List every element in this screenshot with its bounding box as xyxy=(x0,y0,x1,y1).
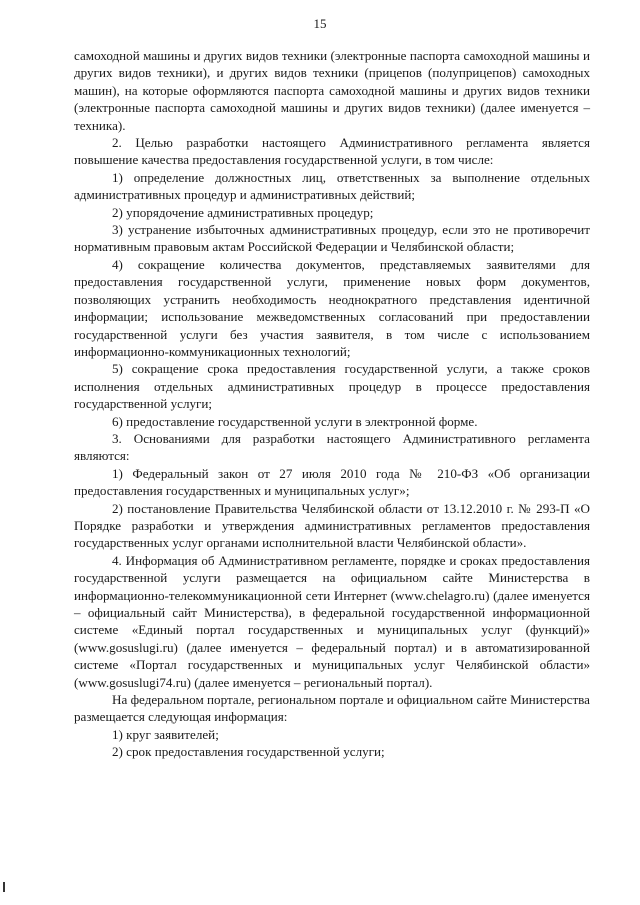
paragraph-information: 4. Информация об Административном регламенте, порядке и сроках предоставления государственной услуги размещается на официальном сайте Министерства в информационно-телекоммуникационной сети Интернет (www.chelagro.ru) (далее именуется – официальный сайт Министерства), в федеральной государственной информационной системе «Единый портал государственных и муниципальных услуг (функций)» (www.gosuslugi.ru) (далее именуется – федеральный портал) и в автоматизированной системе «Портал государственных и муниципальных услуг Челябинской области» (www.gosuslugi74.ru) (далее именуется – региональный портал). xyxy=(74,552,590,690)
list-item-grounds-1: 1) Федеральный закон от 27 июля 2010 года № 210-ФЗ «Об организации предоставления государственных и муниципальных услуг»; xyxy=(74,465,590,499)
paragraph-goal: 2. Целью разработки настоящего Административного регламента является повышение качества предоставления государственной услуги, в том числе: xyxy=(74,135,590,168)
scan-edge-mark xyxy=(3,882,5,892)
list-item-goal-2: 2) упорядочение административных процедур; xyxy=(112,204,374,220)
paragraph-grounds: 3. Основаниями для разработки настоящего Административного регламента являются: xyxy=(74,430,590,464)
list-item-goal-6: 6) предоставление государственной услуги в электронной форме. xyxy=(112,413,478,429)
paragraph-continuation: самоходной машины и других видов техники (электронные паспорта самоходной машины и других видов техники), и других видов техники (прицепов (полуприцепов) самоходных машин), на которые оформляются паспорта самоходной машины и других видов техники (электронные паспорта самоходной машины и других видов техники) (далее именуется – техника). xyxy=(74,48,590,133)
list-item-grounds-2: 2) постановление Правительства Челябинской области от 13.12.2010 г. № 293-П «О Порядке разработки и утверждения административных регламентов предоставления государственных услуг органами исполнительной власти Челябинской области». xyxy=(74,500,590,551)
list-item-info-2: 2) срок предоставления государственной услуги; xyxy=(112,744,385,760)
list-item-goal-3: 3) устранение избыточных административных процедур, если это не противоречит нормативным правовым актам Российской Федерации и Челябинской области; xyxy=(74,222,590,255)
list-item-goal-1: 1) определение должностных лиц, ответственных за выполнение отдельных административных процедур и административных действий; xyxy=(74,169,590,203)
list-item-goal-4: 4) сокращение количества документов, представляемых заявителями для предоставления государственной услуги, применение новых форм документов, позволяющих устранить необходимость неоднократного представления идентичной информации; использование межведомственных согласований при предоставлении государственной услуги без участия заявителя, в том числе с использованием информационно-коммуникационных технологий; xyxy=(74,256,590,359)
list-item-info-1: 1) круг заявителей; xyxy=(112,726,219,742)
list-item-goal-5: 5) сокращение срока предоставления государственной услуги, а также сроков исполнения отдельных административных процедур в процессе предоставления государственной услуги; xyxy=(74,361,590,412)
document-body xyxy=(74,47,590,761)
page-number: 15 xyxy=(313,16,327,31)
paragraph-portal-info: На федеральном портале, региональном портале и официальном сайте Министерства размещается следующая информация: xyxy=(74,692,590,725)
